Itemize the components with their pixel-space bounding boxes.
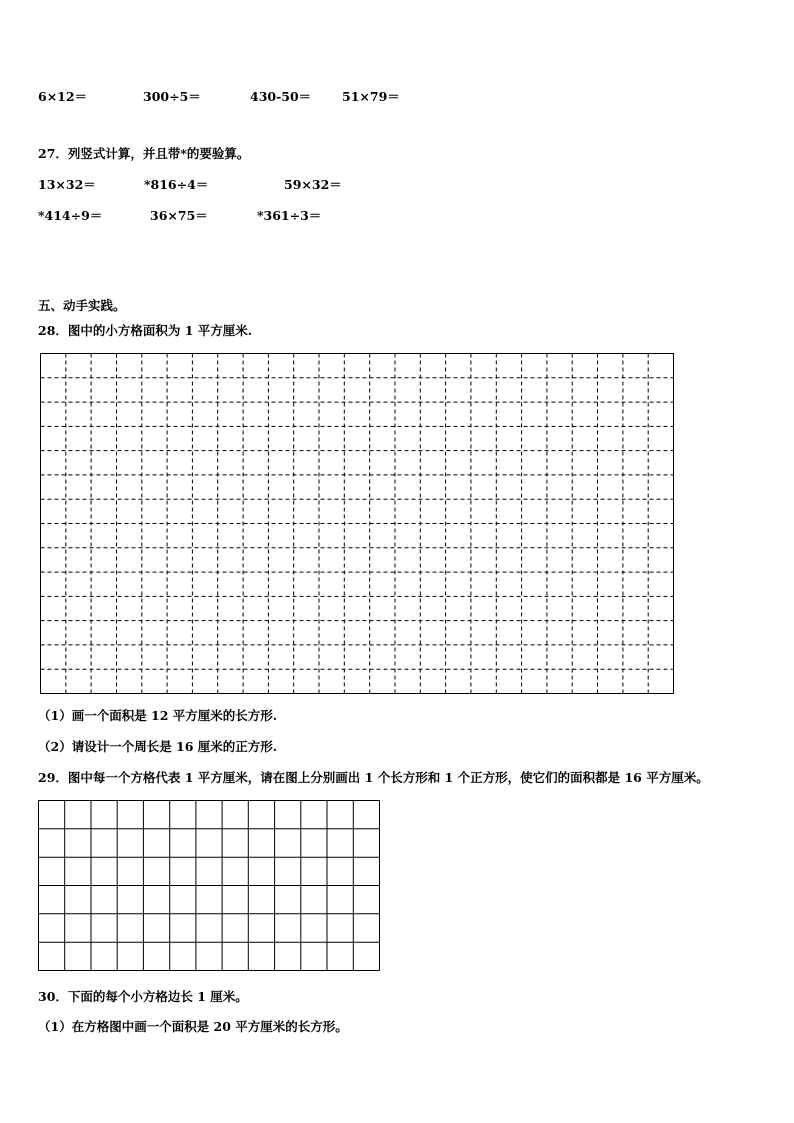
q28-title: 28．图中的小方格面积为 1 平方厘米. bbox=[38, 323, 253, 338]
q27-expression-3: 59×32＝ bbox=[284, 177, 342, 192]
top-expression-4: 51×79＝ bbox=[342, 89, 400, 104]
q30-title: 30．下面的每个小方格边长 1 厘米。 bbox=[38, 989, 248, 1004]
q29-square-grid bbox=[38, 800, 380, 971]
top-expression-3: 430-50＝ bbox=[250, 89, 312, 104]
q28-sub-question-2: （2）请设计一个周长是 16 厘米的正方形. bbox=[38, 739, 278, 754]
section-5-title: 五、动手实践。 bbox=[38, 298, 126, 313]
top-expression-1: 6×12＝ bbox=[38, 89, 88, 104]
q30-sub-question-1: （1）在方格图中画一个面积是 20 平方厘米的长方形。 bbox=[38, 1019, 348, 1034]
q27-expression-1: 13×32＝ bbox=[38, 177, 96, 192]
q27-title: 27．列竖式计算，并且带*的要验算。 bbox=[38, 146, 250, 161]
q29-title: 29．图中每一个方格代表 1 平方厘米，请在图上分别画出 1 个长方形和 1 个正方形，使它们的面积都是 16 平方厘米。 bbox=[38, 770, 709, 785]
q27-expression-2: *816÷4＝ bbox=[144, 177, 209, 192]
q27-expression-4: *414÷9＝ bbox=[38, 208, 103, 223]
q27-expression-6: *361÷3＝ bbox=[257, 208, 322, 223]
q28-sub-question-1: （1）画一个面积是 12 平方厘米的长方形. bbox=[38, 708, 278, 723]
q27-expression-5: 36×75＝ bbox=[150, 208, 208, 223]
top-expression-2: 300÷5＝ bbox=[143, 89, 201, 104]
q28-dashed-grid bbox=[40, 353, 674, 694]
